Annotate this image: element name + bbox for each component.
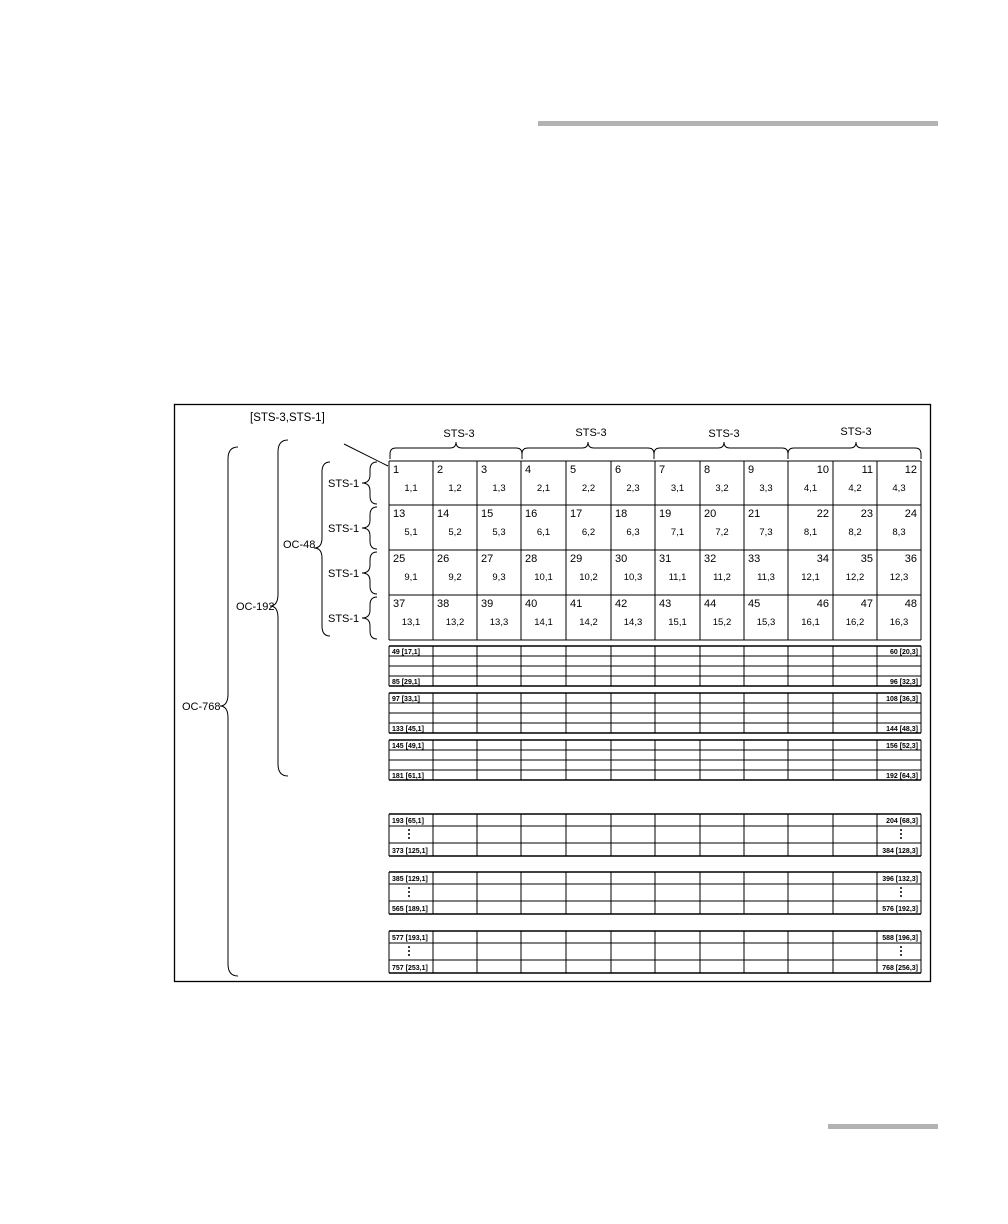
- vertical-ellipsis-dot: [900, 891, 902, 893]
- channel-index: 2,2: [581, 483, 596, 494]
- channel-number: 37: [393, 598, 406, 610]
- vertical-ellipsis-dot: [408, 833, 410, 835]
- vertical-ellipsis-dot: [408, 946, 410, 948]
- group-right-first: 588 [196,3]: [882, 935, 918, 942]
- channel-number: 3: [481, 464, 488, 476]
- channel-number: 7: [659, 464, 666, 476]
- channel-index: 15,1: [668, 617, 687, 628]
- channel-index: 8,2: [848, 527, 862, 538]
- vertical-ellipsis-dot: [900, 837, 902, 839]
- channel-number: 21: [748, 508, 761, 520]
- channel-index: 5,3: [492, 527, 506, 538]
- channel-number: 9: [748, 464, 755, 476]
- sts3-label: STS-3: [840, 426, 872, 438]
- channel-index: 8,1: [803, 527, 818, 538]
- sts1-brace: [362, 462, 377, 504]
- group-right-last: 768 [256,3]: [882, 965, 918, 972]
- vertical-ellipsis-dot: [900, 829, 902, 831]
- channel-number: 8: [704, 464, 711, 476]
- sts1-label: STS-1: [328, 523, 360, 535]
- group-right-first: 108 [36,3]: [886, 696, 918, 703]
- channel-index: 15,2: [712, 617, 732, 628]
- channel-number: 16: [525, 508, 538, 520]
- channel-number: 12: [904, 464, 917, 476]
- channel-number: 34: [816, 553, 829, 565]
- group-right-last: 96 [32,3]: [889, 679, 918, 686]
- channel-index: 1,2: [448, 483, 462, 494]
- channel-number: 38: [437, 598, 450, 610]
- channel-number: 43: [659, 598, 672, 610]
- channel-index: 11,3: [757, 572, 775, 583]
- sts3-label: STS-3: [708, 428, 740, 440]
- channel-number: 47: [860, 598, 873, 610]
- group-right-first: 156 [52,3]: [886, 743, 918, 750]
- sts3-brace: [654, 442, 788, 459]
- channel-number: 28: [525, 553, 538, 565]
- channel-number: 24: [904, 508, 917, 520]
- channel-number: 29: [570, 553, 583, 565]
- channel-index: 3,3: [759, 483, 773, 494]
- channel-index: 12,2: [845, 572, 865, 583]
- group-left-last: 565 [189,1]: [392, 906, 428, 913]
- sts3-brace: [522, 442, 654, 459]
- channel-number: 20: [704, 508, 717, 520]
- channel-number: 18: [615, 508, 628, 520]
- channel-number: 19: [659, 508, 672, 520]
- vertical-ellipsis-dot: [408, 891, 410, 893]
- channel-index: 2,1: [536, 483, 551, 494]
- sts1-brace: [362, 507, 377, 549]
- channel-number: 40: [525, 598, 538, 610]
- channel-index: 3,2: [715, 483, 729, 494]
- channel-index: 16,1: [801, 617, 820, 628]
- channel-index: 6,3: [626, 527, 640, 538]
- channel-index: 10,3: [623, 572, 643, 583]
- channel-index: 12,1: [801, 572, 820, 583]
- channel-index: 7,2: [715, 527, 729, 538]
- group-right-last: 576 [192,3]: [882, 906, 918, 913]
- channel-number: 42: [615, 598, 628, 610]
- channel-number: 48: [904, 598, 917, 610]
- group-left-first: 97 [33,1]: [392, 696, 421, 703]
- channel-number: 26: [437, 553, 450, 565]
- channel-index: 1,1: [404, 483, 418, 494]
- channel-number: 5: [570, 464, 577, 476]
- channel-index: 1,3: [492, 483, 506, 494]
- channel-index: 14,3: [623, 617, 643, 628]
- group-left-first: 193 [65,1]: [392, 818, 424, 825]
- channel-index: 14,2: [579, 617, 598, 628]
- oc768-label: OC-768: [182, 701, 221, 713]
- channel-number: 45: [748, 598, 761, 610]
- channel-index: 7,1: [670, 527, 685, 538]
- sts3-label: STS-3: [575, 427, 607, 439]
- sts1-label: STS-1: [328, 568, 360, 580]
- oc-brace-group: [182, 440, 330, 976]
- channel-number: 33: [748, 553, 761, 565]
- vertical-ellipsis-dot: [900, 950, 902, 952]
- sts3-brace-group: [390, 426, 921, 459]
- channel-index: 11,1: [668, 572, 687, 583]
- channel-number: 39: [481, 598, 494, 610]
- channel-number: 22: [816, 508, 829, 520]
- vertical-ellipsis-dot: [408, 829, 410, 831]
- sts3-brace: [788, 442, 921, 459]
- channel-number: 10: [816, 464, 829, 476]
- channel-number: 31: [659, 553, 672, 565]
- channel-number: 2: [437, 464, 444, 476]
- channel-number: 36: [904, 553, 917, 565]
- channel-number: 41: [570, 598, 583, 610]
- channel-number: 4: [525, 464, 532, 476]
- channel-index: 9,3: [492, 572, 506, 583]
- vertical-ellipsis-dot: [408, 895, 410, 897]
- channel-index: 14,1: [534, 617, 553, 628]
- channel-index: 9,1: [404, 572, 418, 583]
- channel-index: 13,2: [445, 617, 465, 628]
- sts1-label: STS-1: [328, 478, 360, 490]
- group-right-last: 144 [48,3]: [886, 726, 918, 733]
- group-left-first: 49 [17,1]: [392, 649, 421, 656]
- channel-index: 7,3: [759, 527, 773, 538]
- channel-index: 12,3: [889, 572, 909, 583]
- sts1-brace-group: [328, 462, 377, 639]
- group-right-first: 60 [20,3]: [889, 649, 918, 656]
- channel-number: 46: [816, 598, 829, 610]
- vertical-ellipsis-dot: [900, 833, 902, 835]
- channel-index: 10,2: [579, 572, 598, 583]
- channel-index: 3,1: [670, 483, 685, 494]
- channel-index: 2,3: [626, 483, 640, 494]
- channel-index: 11,2: [713, 572, 731, 583]
- channel-index: 4,3: [892, 483, 906, 494]
- channel-number: 25: [393, 553, 406, 565]
- vertical-ellipsis-dot: [408, 837, 410, 839]
- channel-number: 1: [393, 464, 400, 476]
- channel-tables: [389, 461, 921, 973]
- group-left-last: 757 [253,1]: [392, 965, 428, 972]
- channel-index: 13,3: [489, 617, 509, 628]
- group-left-last: 85 [29,1]: [392, 679, 421, 686]
- group-right-first: 396 [132,3]: [882, 876, 918, 883]
- channel-index: 8,3: [892, 527, 906, 538]
- channel-index: 9,2: [448, 572, 462, 583]
- channel-number: 15: [481, 508, 494, 520]
- oc48-label: OC-48: [283, 539, 316, 551]
- channel-index: 10,1: [534, 572, 553, 583]
- header-diagonal: [344, 444, 388, 466]
- channel-index: 6,1: [536, 527, 551, 538]
- vertical-ellipsis-dot: [900, 895, 902, 897]
- channel-number: 44: [704, 598, 717, 610]
- vertical-ellipsis-dot: [408, 954, 410, 956]
- channel-index: 15,3: [756, 617, 776, 628]
- vertical-ellipsis-dot: [408, 887, 410, 889]
- sts3-brace: [390, 442, 522, 459]
- oc768-brace: [220, 447, 238, 976]
- channel-index: 4,1: [803, 483, 818, 494]
- channel-index: 16,3: [889, 617, 909, 628]
- channel-number: 27: [481, 553, 494, 565]
- sts1-brace: [362, 597, 377, 639]
- oc192-label: OC-192: [236, 601, 275, 613]
- channel-number: 6: [615, 464, 622, 476]
- vertical-ellipsis-dot: [900, 887, 902, 889]
- channel-number: 13: [393, 508, 406, 520]
- group-right-last: 192 [64,3]: [886, 773, 918, 780]
- channel-number: 32: [704, 553, 717, 565]
- channel-index: 16,2: [845, 617, 865, 628]
- sts3-label: STS-3: [443, 428, 475, 440]
- group-left-first: 577 [193,1]: [392, 935, 428, 942]
- channel-index: 6,2: [581, 527, 596, 538]
- vertical-ellipsis-dot: [900, 954, 902, 956]
- channel-number: 17: [570, 508, 583, 520]
- channel-number: 11: [861, 464, 873, 476]
- channel-index: 4,2: [848, 483, 862, 494]
- group-left-first: 385 [129,1]: [392, 876, 428, 883]
- sts1-brace: [362, 552, 377, 594]
- channel-index: 13,1: [401, 617, 421, 628]
- channel-index: 5,1: [404, 527, 418, 538]
- group-right-first: 204 [68,3]: [886, 818, 918, 825]
- channel-number: 23: [860, 508, 873, 520]
- channel-index: 5,2: [448, 527, 462, 538]
- vertical-ellipsis-dot: [900, 946, 902, 948]
- header-label: [STS-3,STS-1]: [250, 412, 325, 424]
- group-right-last: 384 [128,3]: [882, 848, 918, 855]
- group-left-last: 133 [45,1]: [392, 726, 424, 733]
- sts1-label: STS-1: [328, 613, 360, 625]
- vertical-ellipsis-dot: [408, 950, 410, 952]
- channel-number: 30: [615, 553, 628, 565]
- group-left-last: 181 [61,1]: [392, 773, 424, 780]
- group-left-first: 145 [49,1]: [392, 743, 424, 750]
- channel-number: 14: [437, 508, 450, 520]
- group-left-last: 373 [125,1]: [392, 848, 428, 855]
- channel-number: 35: [860, 553, 873, 565]
